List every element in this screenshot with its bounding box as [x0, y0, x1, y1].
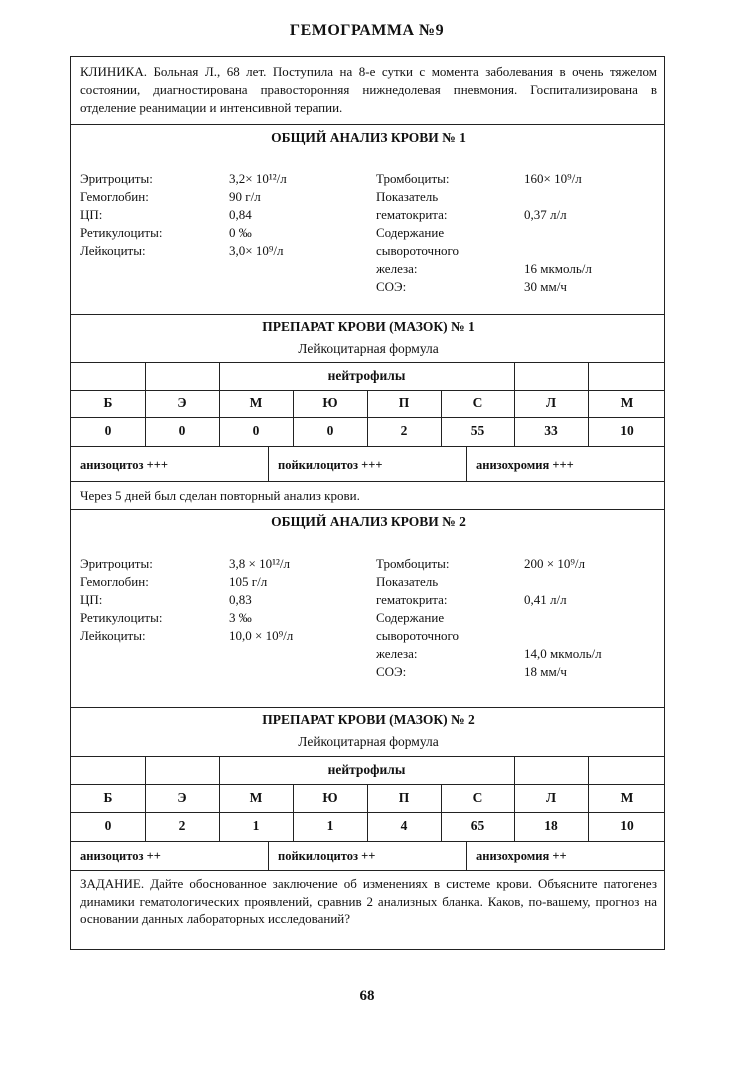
header-young: Ю	[322, 395, 338, 410]
header-lymphocytes: Л	[545, 395, 557, 410]
smear-1-title: ПРЕПАРАТ КРОВИ (МАЗОК) № 1	[262, 319, 475, 334]
header-monocytes: М	[620, 790, 634, 805]
poikilocytosis-2: пойкилоцитоз ++	[278, 849, 376, 863]
row-line	[71, 841, 664, 842]
divider	[71, 707, 664, 708]
col-line	[268, 841, 269, 870]
erythrocytes-value: 3,2× 10¹²/л	[229, 171, 287, 186]
value-eosinophils: 0	[178, 423, 186, 438]
color-index-value: 0,83	[229, 592, 252, 607]
iron-label-2: сывороточного	[376, 628, 460, 643]
value-myelocytes: 1	[252, 818, 260, 833]
iron-label-1: Содержание	[376, 225, 445, 240]
erythrocytes-label: Эритроциты:	[80, 171, 153, 186]
esr-label: СОЭ:	[376, 279, 407, 294]
col-line	[466, 446, 467, 481]
header-segmented: С	[472, 395, 483, 410]
hematocrit-label-2: гематокрита:	[376, 207, 448, 222]
value-band: 2	[400, 423, 408, 438]
esr-value: 30 мм/ч	[524, 279, 567, 294]
value-monocytes: 10	[620, 423, 634, 438]
neutrophils-group-label: нейтрофилы	[327, 762, 406, 777]
header-myelocytes: М	[249, 395, 263, 410]
header-basophils: Б	[103, 790, 113, 805]
task-text: ЗАДАНИЕ. Дайте обоснованное заключение об изменениях в системе крови. Объясните патогенез динамики гематологических проявлений, сравнив 2 анализных бланка. Каков, по-вашему, прогноз на основании данных лабораторных исследований?	[80, 876, 657, 926]
iron-label-1: Содержание	[376, 610, 445, 625]
reticulocytes-label: Ретикулоциты:	[80, 610, 163, 625]
anisocytosis-1: анизоцитоз +++	[80, 458, 169, 472]
value-lymphocytes: 18	[544, 818, 558, 833]
analysis-1-title: ОБЩИЙ АНАЛИЗ КРОВИ № 1	[271, 130, 466, 145]
reticulocytes-label: Ретикулоциты:	[80, 225, 163, 240]
value-basophils: 0	[104, 423, 112, 438]
header-band: П	[398, 395, 410, 410]
header-basophils: Б	[103, 395, 113, 410]
leukocytes-label: Лейкоциты:	[80, 628, 146, 643]
smear-1-subtitle: Лейкоцитарная формула	[298, 341, 439, 356]
smear-2-title: ПРЕПАРАТ КРОВИ (МАЗОК) № 2	[262, 712, 475, 727]
hemoglobin-label: Гемоглобин:	[80, 574, 149, 589]
erythrocytes-label: Эритроциты:	[80, 556, 153, 571]
hemoglobin-value: 90 г/л	[229, 189, 261, 204]
divider	[71, 124, 664, 125]
value-lymphocytes: 33	[544, 423, 558, 438]
platelets-label: Тромбоциты:	[376, 556, 450, 571]
page-number: 68	[359, 988, 375, 1004]
smear-2-subtitle: Лейкоцитарная формула	[298, 734, 439, 749]
header-eosinophils: Э	[177, 790, 187, 805]
anisochromia-1: анизохромия +++	[476, 458, 574, 472]
header-myelocytes: М	[249, 790, 263, 805]
iron-label-2: сывороточного	[376, 243, 460, 258]
header-lymphocytes: Л	[545, 790, 557, 805]
page-title: ГЕМОГРАММА №9	[289, 22, 445, 39]
leukocytes-value: 3,0× 10⁹/л	[229, 243, 284, 258]
hematocrit-value: 0,37 л/л	[524, 207, 567, 222]
divider	[71, 314, 664, 315]
esr-label: СОЭ:	[376, 664, 407, 679]
col-line	[466, 841, 467, 870]
iron-label-3: железа:	[376, 261, 418, 276]
color-index-value: 0,84	[229, 207, 252, 222]
header-monocytes: М	[620, 395, 634, 410]
repeat-analysis-note: Через 5 дней был сделан повторный анализ крови.	[80, 488, 360, 503]
iron-value: 14,0 мкмоль/л	[524, 646, 602, 661]
leukocytes-value: 10,0 × 10⁹/л	[229, 628, 294, 643]
color-index-label: ЦП:	[80, 207, 103, 222]
hematocrit-label-2: гематокрита:	[376, 592, 448, 607]
hematocrit-label-1: Показатель	[376, 574, 439, 589]
anisochromia-2: анизохромия ++	[476, 849, 567, 863]
header-band: П	[398, 790, 410, 805]
platelets-label: Тромбоциты:	[376, 171, 450, 186]
header-segmented: С	[472, 790, 483, 805]
value-band: 4	[400, 818, 408, 833]
value-myelocytes: 0	[252, 423, 260, 438]
hematocrit-value: 0,41 л/л	[524, 592, 567, 607]
value-young: 1	[326, 818, 334, 833]
poikilocytosis-1: пойкилоцитоз +++	[278, 458, 383, 472]
value-eosinophils: 2	[178, 818, 186, 833]
value-young: 0	[326, 423, 334, 438]
iron-value: 16 мкмоль/л	[524, 261, 592, 276]
anisocytosis-2: анизоцитоз ++	[80, 849, 161, 863]
hemogram-form	[70, 56, 665, 950]
neutrophils-group-label: нейтрофилы	[327, 368, 406, 383]
value-basophils: 0	[104, 818, 112, 833]
esr-value: 18 мм/ч	[524, 664, 567, 679]
analysis-2-title: ОБЩИЙ АНАЛИЗ КРОВИ № 2	[271, 514, 466, 529]
divider	[71, 509, 664, 510]
platelets-value: 160× 10⁹/л	[524, 171, 582, 186]
divider	[71, 870, 664, 871]
platelets-value: 200 × 10⁹/л	[524, 556, 585, 571]
col-line	[268, 446, 269, 481]
header-young: Ю	[322, 790, 338, 805]
erythrocytes-value: 3,8 × 10¹²/л	[229, 556, 290, 571]
clinic-text: КЛИНИКА. Больная Л., 68 лет. Поступила на 8-е сутки с момента заболевания в очень тяжелом состоянии, диагностирована правосторонняя нижнедолевая пневмония. Госпитализирована в отделение реанимации и интенсивной терапии.	[80, 64, 657, 115]
reticulocytes-value: 3 ‰	[229, 610, 252, 625]
hemoglobin-value: 105 г/л	[229, 574, 268, 589]
divider	[71, 481, 664, 482]
value-segmented: 55	[470, 423, 485, 438]
color-index-label: ЦП:	[80, 592, 103, 607]
header-eosinophils: Э	[177, 395, 187, 410]
iron-label-3: железа:	[376, 646, 418, 661]
value-segmented: 65	[470, 818, 485, 833]
hematocrit-label-1: Показатель	[376, 189, 439, 204]
value-monocytes: 10	[620, 818, 634, 833]
reticulocytes-value: 0 ‰	[229, 225, 252, 240]
leukocytes-label: Лейкоциты:	[80, 243, 146, 258]
hemoglobin-label: Гемоглобин:	[80, 189, 149, 204]
row-line	[71, 446, 664, 447]
